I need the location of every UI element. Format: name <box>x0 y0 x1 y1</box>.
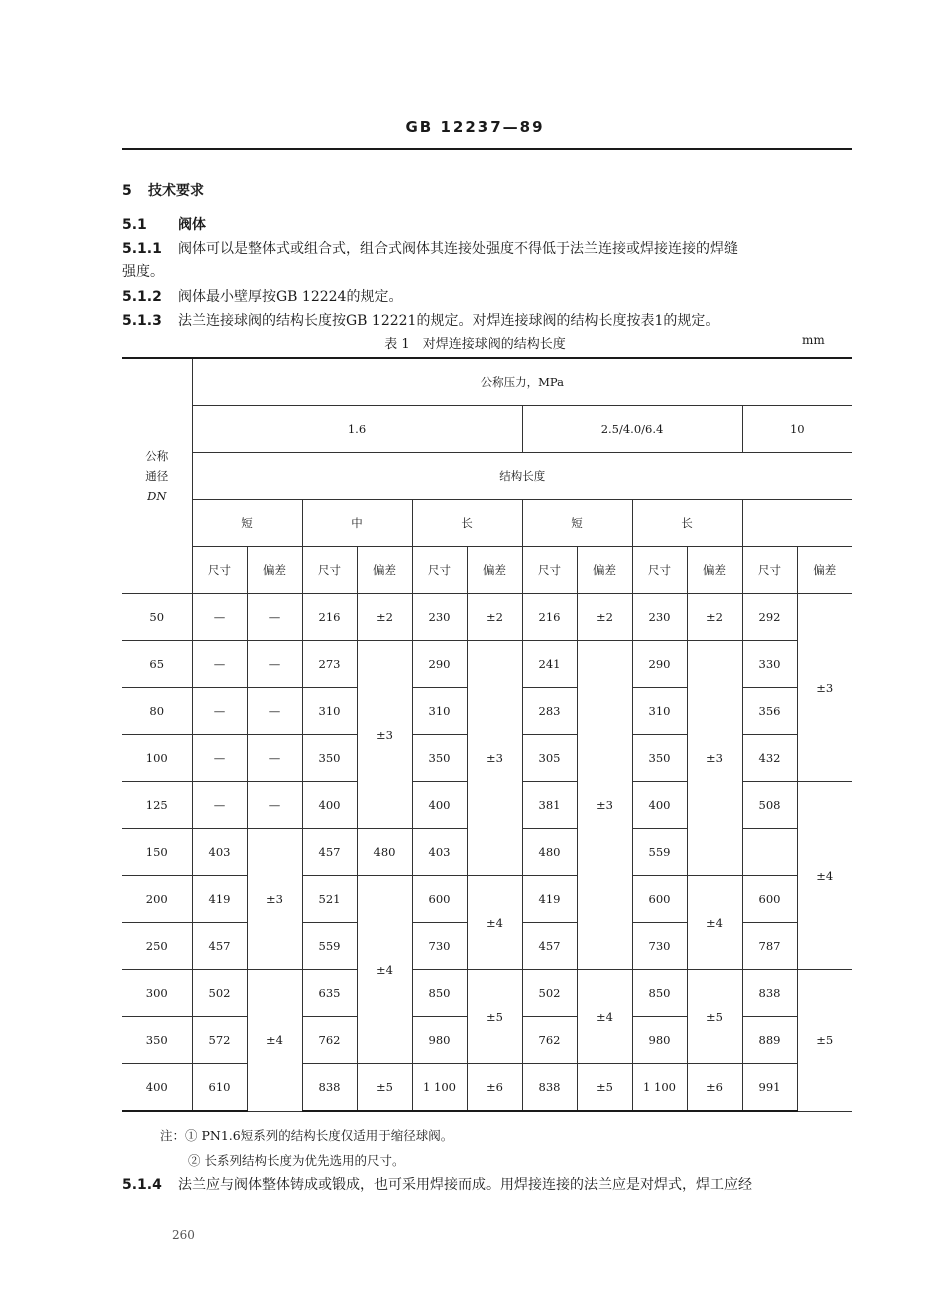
deviation-cell: ±3 <box>357 641 412 829</box>
table-unit: mm <box>802 333 825 347</box>
subheader-size: 尺寸 <box>302 547 357 594</box>
size-cell: 572 <box>192 1017 247 1064</box>
size-cell: 559 <box>302 923 357 970</box>
size-cell: 991 <box>742 1064 797 1112</box>
dn-header-line2: 通径 <box>145 469 169 483</box>
size-cell: 457 <box>522 923 577 970</box>
deviation-cell: — <box>247 735 302 782</box>
size-cell: 889 <box>742 1017 797 1064</box>
table-note-1 <box>160 1126 453 1144</box>
deviation-cell: ±5 <box>467 970 522 1064</box>
subheader-deviation: 偏差 <box>357 547 412 594</box>
deviation-cell: ±5 <box>797 970 852 1112</box>
series-long-1-6: 长 <box>412 500 522 547</box>
deviation-cell: ±4 <box>357 876 412 1064</box>
size-cell: 310 <box>412 688 467 735</box>
deviation-cell: ±4 <box>687 876 742 970</box>
size-cell: 292 <box>742 594 797 641</box>
subheader-deviation: 偏差 <box>687 547 742 594</box>
deviation-cell: ±5 <box>577 1064 632 1112</box>
deviation-cell: — <box>247 641 302 688</box>
structure-length-table <box>122 357 852 1112</box>
table-row <box>122 1064 852 1112</box>
dn-header-line1: 公称 <box>145 449 169 463</box>
deviation-cell: — <box>247 782 302 829</box>
dn-cell: 400 <box>122 1064 192 1112</box>
table-header-row-series <box>122 500 852 547</box>
pressure-group-10: 10 <box>742 406 852 453</box>
deviation-cell: — <box>247 594 302 641</box>
series-long-6-4: 长 <box>632 500 742 547</box>
size-cell: 762 <box>302 1017 357 1064</box>
size-cell: 480 <box>522 829 577 876</box>
size-cell: 730 <box>632 923 687 970</box>
size-cell: 502 <box>192 970 247 1017</box>
note-text: ① PN1.6短系列的结构长度仅适用于缩径球阀。 <box>185 1128 454 1143</box>
table-row <box>122 641 852 688</box>
size-cell: 273 <box>302 641 357 688</box>
dn-cell: 350 <box>122 1017 192 1064</box>
size-cell: 838 <box>522 1064 577 1112</box>
deviation-cell: ±4 <box>577 970 632 1064</box>
size-cell: 635 <box>302 970 357 1017</box>
deviation-cell: ±3 <box>467 641 522 876</box>
size-cell: 350 <box>302 735 357 782</box>
deviation-cell: ±5 <box>687 970 742 1064</box>
dn-header <box>122 358 192 594</box>
size-cell: 457 <box>302 829 357 876</box>
size-cell: 600 <box>742 876 797 923</box>
document-header-code: GB 12237—89 <box>405 118 545 136</box>
size-cell: — <box>192 782 247 829</box>
size-cell: 216 <box>522 594 577 641</box>
series-short-1-6: 短 <box>192 500 302 547</box>
size-cell: 521 <box>302 876 357 923</box>
size-cell: 350 <box>412 735 467 782</box>
note-prefix: 注： <box>160 1128 186 1143</box>
subheader-size: 尺寸 <box>742 547 797 594</box>
section-title: 技术要求 <box>148 183 204 199</box>
size-cell: 600 <box>632 876 687 923</box>
subheader-deviation: 偏差 <box>467 547 522 594</box>
deviation-cell: ±3 <box>577 641 632 970</box>
table-header-row-length <box>122 453 852 500</box>
subheader-size: 尺寸 <box>412 547 467 594</box>
pressure-group-1-6: 1.6 <box>192 406 522 453</box>
size-cell: 508 <box>742 782 797 829</box>
clause-number: 5.1.1 <box>122 241 162 257</box>
subheader-size: 尺寸 <box>522 547 577 594</box>
deviation-cell: ±4 <box>797 782 852 970</box>
size-cell: — <box>192 735 247 782</box>
dn-cell: 250 <box>122 923 192 970</box>
size-cell: 403 <box>192 829 247 876</box>
subheader-size: 尺寸 <box>632 547 687 594</box>
size-cell: 356 <box>742 688 797 735</box>
clause-text: 法兰连接球阀的结构长度按GB 12221的规定。对焊连接球阀的结构长度按表1的规定。 <box>178 313 720 329</box>
size-cell: 600 <box>412 876 467 923</box>
table-caption: 表 1 对焊连接球阀的结构长度 <box>384 337 566 352</box>
size-cell: 283 <box>522 688 577 735</box>
dn-cell: 65 <box>122 641 192 688</box>
series-10 <box>742 500 852 547</box>
deviation-cell: — <box>247 688 302 735</box>
subheader-deviation: 偏差 <box>247 547 302 594</box>
size-cell: 457 <box>192 923 247 970</box>
size-cell: 400 <box>632 782 687 829</box>
size-cell: 980 <box>412 1017 467 1064</box>
subheader-deviation: 偏差 <box>577 547 632 594</box>
subsection-title: 阀体 <box>178 217 206 233</box>
header-rule <box>122 148 852 150</box>
deviation-cell: ±3 <box>797 594 852 782</box>
length-header: 结构长度 <box>192 453 852 500</box>
series-medium-1-6: 中 <box>302 500 412 547</box>
table-header-row-pressure <box>122 358 852 406</box>
subsection-number: 5.1 <box>122 217 147 233</box>
size-cell: 502 <box>522 970 577 1017</box>
clause-5-1-3 <box>122 310 719 330</box>
dn-cell: 50 <box>122 594 192 641</box>
size-cell: 432 <box>742 735 797 782</box>
deviation-cell: ±4 <box>247 970 302 1112</box>
size-cell: 610 <box>192 1064 247 1112</box>
size-cell: — <box>192 594 247 641</box>
size-cell: 419 <box>522 876 577 923</box>
subheader-deviation: 偏差 <box>797 547 852 594</box>
size-cell: 1 100 <box>632 1064 687 1112</box>
size-cell: 730 <box>412 923 467 970</box>
size-cell: 290 <box>632 641 687 688</box>
size-cell: — <box>192 641 247 688</box>
clause-5-1-2 <box>122 286 402 306</box>
clause-5-1-4 <box>122 1174 752 1194</box>
size-cell: 850 <box>632 970 687 1017</box>
dn-cell: 125 <box>122 782 192 829</box>
size-cell: 419 <box>192 876 247 923</box>
clause-text: 阀体可以是整体式或组合式，组合式阀体其连接处强度不得低于法兰连接或焊接连接的焊缝 <box>178 241 738 257</box>
size-cell: 241 <box>522 641 577 688</box>
dn-cell: 200 <box>122 876 192 923</box>
deviation-cell: ±2 <box>577 594 632 641</box>
size-cell: 850 <box>412 970 467 1017</box>
clause-number: 5.1.3 <box>122 313 162 329</box>
size-cell: 381 <box>522 782 577 829</box>
size-cell: 400 <box>412 782 467 829</box>
subsection-heading <box>122 214 206 234</box>
size-cell: 290 <box>412 641 467 688</box>
table-row <box>122 970 852 1017</box>
deviation-cell: ±4 <box>467 876 522 970</box>
clause-number: 5.1.2 <box>122 289 162 305</box>
dn-cell: 100 <box>122 735 192 782</box>
subheader-size: 尺寸 <box>192 547 247 594</box>
size-cell: 480 <box>357 829 412 876</box>
size-cell: 838 <box>302 1064 357 1112</box>
size-cell: 230 <box>632 594 687 641</box>
clause-number: 5.1.4 <box>122 1177 162 1193</box>
size-cell: 350 <box>632 735 687 782</box>
size-cell: 330 <box>742 641 797 688</box>
size-cell: — <box>192 688 247 735</box>
size-cell: 305 <box>522 735 577 782</box>
deviation-cell: ±6 <box>687 1064 742 1112</box>
deviation-cell: ±2 <box>357 594 412 641</box>
size-cell: 559 <box>632 829 687 876</box>
series-short-6-4: 短 <box>522 500 632 547</box>
dn-cell: 300 <box>122 970 192 1017</box>
size-cell: 838 <box>742 970 797 1017</box>
clause-text: 法兰应与阀体整体铸成或锻成，也可采用焊接而成。用焊接连接的法兰应是对焊式，焊工应经 <box>178 1177 752 1193</box>
pressure-group-2-5-6-4: 2.5/4.0/6.4 <box>522 406 742 453</box>
size-cell: 310 <box>302 688 357 735</box>
section-number: 5 <box>122 183 132 199</box>
clause-5-1-1 <box>122 238 738 258</box>
table-note-2: ② 长系列结构长度为优先选用的尺寸。 <box>188 1153 405 1168</box>
table-row <box>122 594 852 641</box>
size-cell: 403 <box>412 829 467 876</box>
size-cell: 310 <box>632 688 687 735</box>
page-number: 260 <box>172 1228 195 1242</box>
size-cell: 980 <box>632 1017 687 1064</box>
deviation-cell: ±5 <box>357 1064 412 1112</box>
size-cell: 1 100 <box>412 1064 467 1112</box>
dn-header-line3: DN <box>147 489 167 503</box>
size-cell: 787 <box>742 923 797 970</box>
size-cell: 230 <box>412 594 467 641</box>
section-heading <box>122 180 204 200</box>
deviation-cell: ±2 <box>687 594 742 641</box>
size-cell: 762 <box>522 1017 577 1064</box>
deviation-cell: ±6 <box>467 1064 522 1112</box>
pressure-header: 公称压力，MPa <box>192 358 852 406</box>
deviation-cell: ±2 <box>467 594 522 641</box>
clause-5-1-1-continued: 强度。 <box>122 264 164 280</box>
deviation-cell: ±3 <box>687 641 742 876</box>
dn-cell: 150 <box>122 829 192 876</box>
table-header-row-pressure-groups <box>122 406 852 453</box>
table-row <box>122 876 852 923</box>
table-header-row-subheaders <box>122 547 852 594</box>
size-cell: 216 <box>302 594 357 641</box>
clause-text: 阀体最小壁厚按GB 12224的规定。 <box>178 289 403 305</box>
size-cell: 400 <box>302 782 357 829</box>
deviation-cell: ±3 <box>247 829 302 970</box>
dn-cell: 80 <box>122 688 192 735</box>
